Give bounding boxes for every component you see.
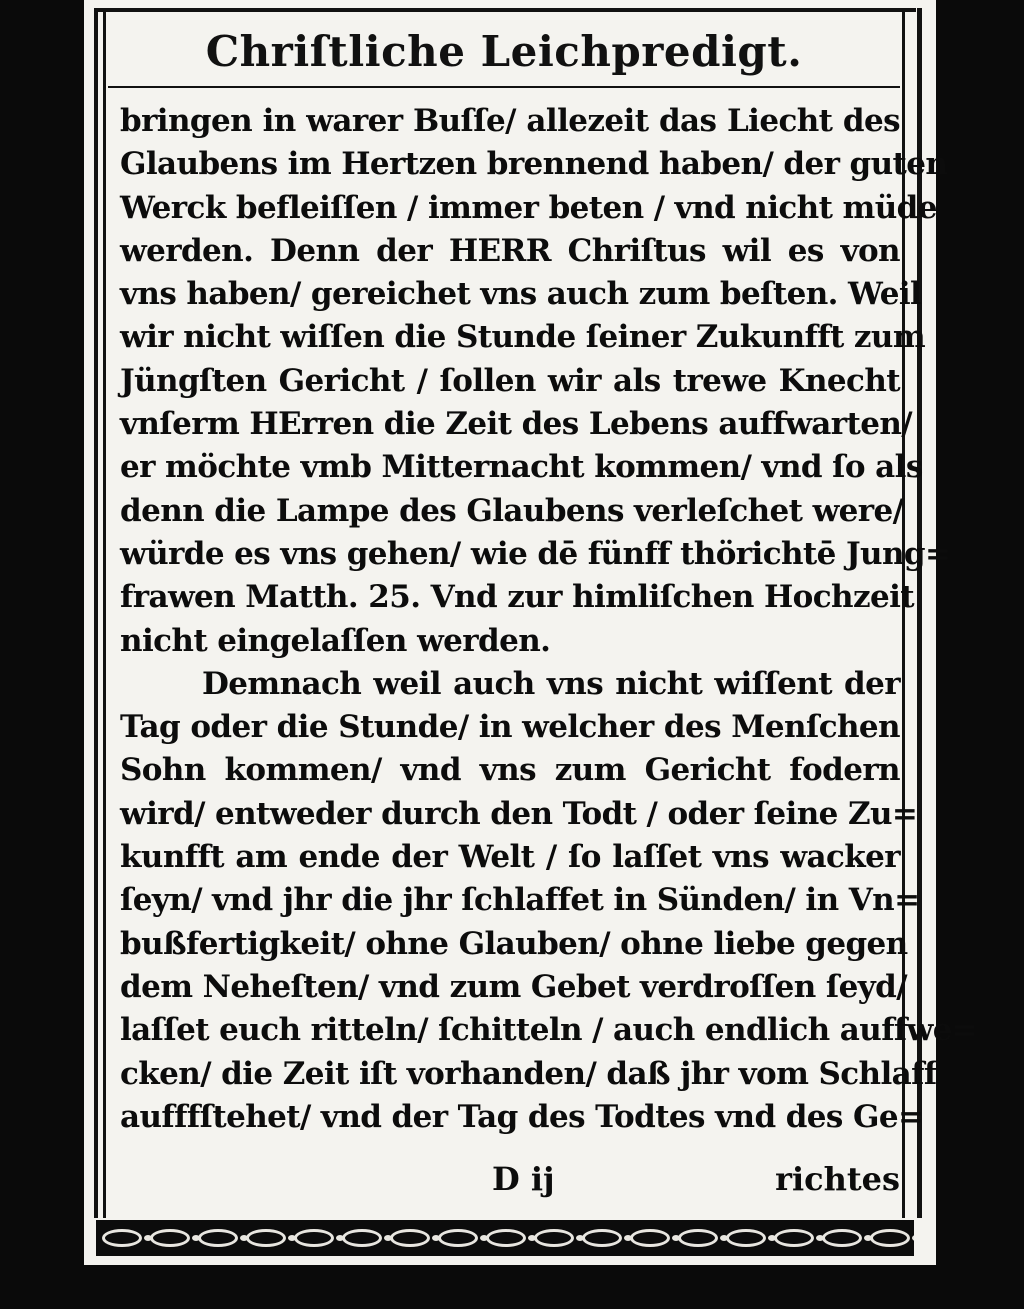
text-line: Demnach weil auch vns nicht wiſſent der (202, 665, 900, 702)
ornament-loop (198, 1229, 238, 1247)
ornament-loop (438, 1229, 478, 1247)
page-border-left (94, 8, 106, 1218)
text-line: werden. Denn der HERR Chriſtus wil es von (120, 232, 900, 269)
ornament-loop (294, 1229, 334, 1247)
ornament-loop (870, 1229, 910, 1247)
ornament-loop (726, 1229, 766, 1247)
catchword: richtes (775, 1160, 900, 1198)
text-line: wird/ entweder durch den Todt / oder ſeine Zu= (120, 795, 918, 832)
running-header: Chriſtliche Leichpredigt. (205, 27, 803, 76)
text-line: vns haben/ gereichet vns auch zum beſten. Weil (120, 276, 922, 313)
page-border-top (96, 8, 916, 12)
text-line: wir nicht wiſſen die Stunde ſeiner Zukunfft zum (120, 319, 926, 356)
text-line: laſſet euch ritteln/ ſchitteln / auch endlich auffwe= (120, 1012, 978, 1049)
ornament-loop (582, 1229, 622, 1247)
text-line: bringen in warer Buſſe/ allezeit das Liecht des (120, 103, 900, 139)
ornament-loop (678, 1229, 718, 1247)
text-line: würde es vns gehen/ wie dē fünff thörichtē Jung= (120, 535, 951, 572)
ornament-loop (102, 1229, 142, 1247)
header-rule (108, 86, 900, 88)
text-line: denn die Lampe des Glaubens verleſchet were/ (120, 492, 904, 529)
text-line: Jüngſten Gericht / ſollen wir als trewe Knecht (120, 362, 900, 399)
text-line: Glaubens im Hertzen brennend haben/ der guten (120, 146, 948, 183)
text-line: bußfertigkeit/ ohne Glauben/ ohne liebe gegen (120, 925, 908, 962)
body-text (120, 100, 978, 1139)
text-line: Werck befleiſſen / immer beten / vnd nicht müde (120, 189, 937, 226)
ornament-loop (246, 1229, 286, 1247)
text-line: Sohn kommen/ vnd vns zum Gericht fodern (120, 752, 900, 789)
text-line: dem Neheſten/ vnd zum Gebet verdroſſen ſeyd/ (120, 968, 907, 1005)
ornament-border (96, 1220, 914, 1256)
text-line: aufffſtehet/ vnd der Tag des Todtes vnd des Ge= (120, 1098, 924, 1135)
text-line: ſeyn/ vnd jhr die jhr ſchlaffet in Sünden/ in Vn= (120, 882, 920, 919)
ornament-loop (486, 1229, 526, 1247)
ornament-loop (630, 1229, 670, 1247)
text-line: kunfft am ende der Welt / ſo laſſet vns wacker (120, 839, 900, 876)
text-line: vnſerm HErren die Zeit des Lebens auffwarten/ (120, 406, 913, 443)
text-line: er möchte vmb Mitternacht kommen/ vnd ſo als (120, 449, 923, 486)
text-line: nicht eingelaſſen werden. (120, 622, 551, 659)
ornament-loop (390, 1229, 430, 1247)
page-footer (120, 1160, 900, 1206)
ornament-dot (912, 1235, 914, 1241)
ornament-loop (342, 1229, 382, 1247)
text-line: Tag oder die Stunde/ in welcher des Menſchen (120, 709, 900, 746)
text-line: cken/ die Zeit iſt vorhanden/ daß jhr vom Schlaff (120, 1055, 937, 1092)
ornament-loop (150, 1229, 190, 1247)
ornament-loop (822, 1229, 862, 1247)
ornament-loop (534, 1229, 574, 1247)
signature-mark: D ij (492, 1160, 555, 1198)
ornament-loop (774, 1229, 814, 1247)
text-line: frawen Matth. 25. Vnd zur himliſchen Hochzeit (120, 579, 914, 616)
